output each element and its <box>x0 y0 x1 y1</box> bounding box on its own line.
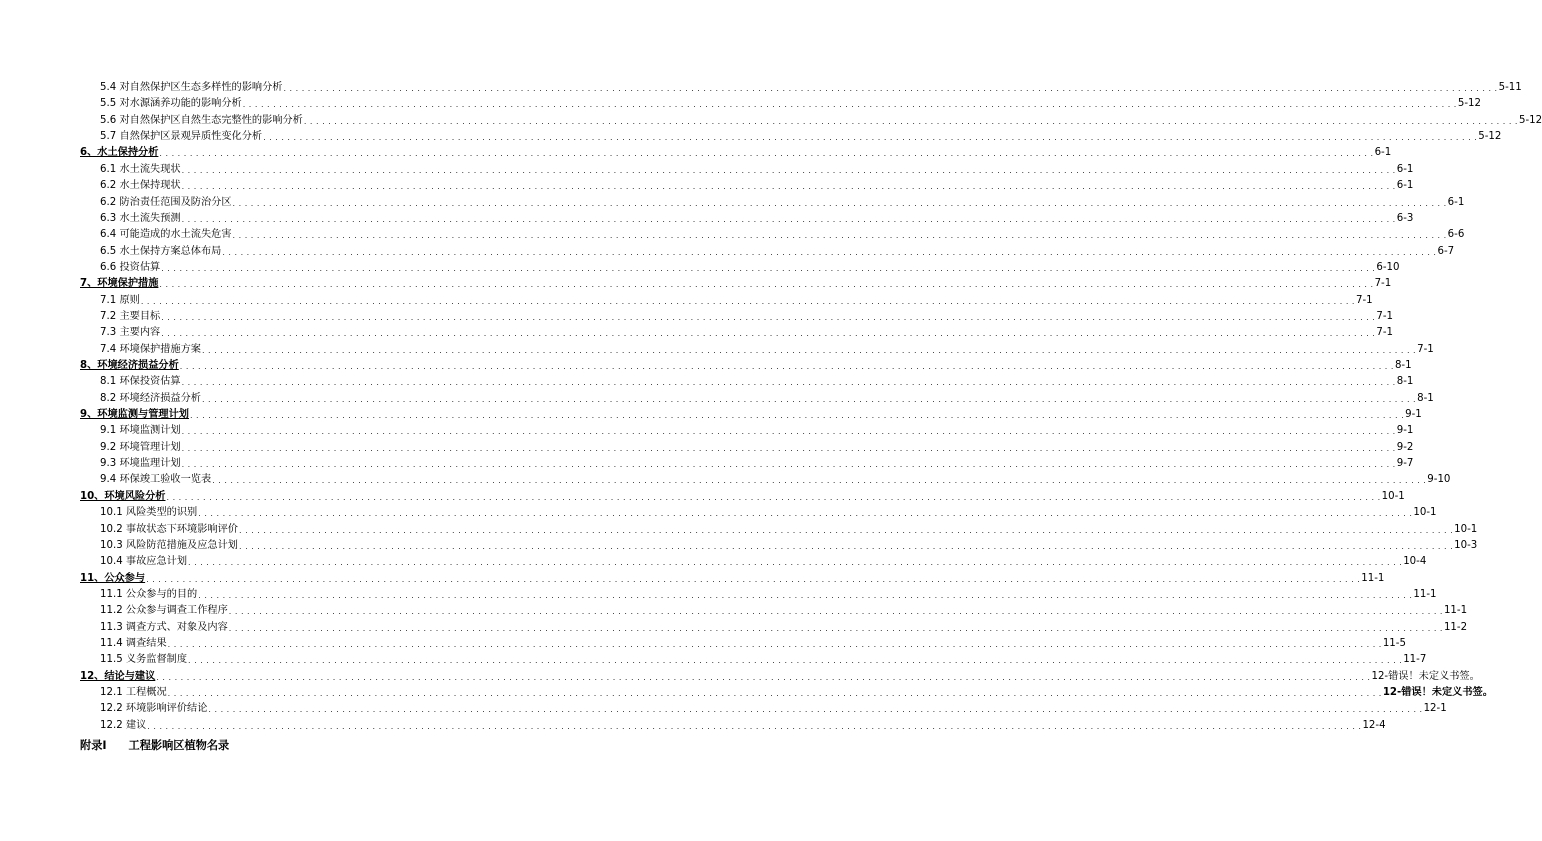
toc-page-number: 9-1 <box>1405 409 1422 420</box>
toc-entry-title: 7、环境保护措施 <box>80 278 159 290</box>
toc-entry-title: 11.2 公众参与调查工作程序 <box>100 605 228 617</box>
toc-dot-leader: . . . . . . . . . . . . . . . . . . . . . . . . . . . . . . . . . . . . . . . . . . . . . . . . . . . . . . . . . . . . . . . . . . . . . . . . . . . . . . . . . . . . . . . . . . . . . . . . . . . . . . . . . . . . . . . . . . . . . . . . . . . . . . . . . . . . . . . . . . . . . . . . . . . . . . . . . . . . . . . . . . . . . . . . . . . . . . . . . . . . . . . . . . . . . . . . . . . . . . . . <box>263 133 1478 143</box>
toc-page-number: 7-1 <box>1376 310 1393 322</box>
toc-dot-leader: . . . . . . . . . . . . . . . . . . . . . . . . . . . . . . . . . . . . . . . . . . . . . . . . . . . . . . . . . . . . . . . . . . . . . . . . . . . . . . . . . . . . . . . . . . . . . . . . . . . . . . . . . . . . . . . . . . . . . . . . . . . . . . . . . . . . . . . . . . . . . . . . . . . . . . . . . . . . . . . . . . . . . . . . . . . . . . . . . . . . . . . . . . . . . . . . . . . . . . . . <box>181 165 1396 175</box>
toc-entry-title: 11.3 调查方式、对象及内容 <box>100 621 228 633</box>
toc-section-entry[interactable] <box>100 80 1522 94</box>
toc-section-entry[interactable] <box>100 260 1400 274</box>
toc-dot-leader: . . . . . . . . . . . . . . . . . . . . . . . . . . . . . . . . . . . . . . . . . . . . . . . . . . . . . . . . . . . . . . . . . . . . . . . . . . . . . . . . . . . . . . . . . . . . . . . . . . . . . . . . . . . . . . . . . . . . . . . . . . . . . . . . . . . . . . . . . . . . . . . . . . . . . . . . . . . . . . . . . . . . . . . . . . . . . . . . . . . . . . . . . . . . . . . . . . . . . . . . <box>238 541 1454 551</box>
toc-entry-title: 7.2 主要目标 <box>100 310 161 322</box>
toc-page-number: 12-错误！未定义书签。 <box>1382 687 1493 698</box>
toc-page-number: 11-1 <box>1361 572 1385 584</box>
toc-entry-title: 9.2 环境管理计划 <box>100 441 181 453</box>
toc-section-entry[interactable] <box>100 129 1502 143</box>
toc-dot-leader: . . . . . . . . . . . . . . . . . . . . . . . . . . . . . . . . . . . . . . . . . . . . . . . . . . . . . . . . . . . . . . . . . . . . . . . . . . . . . . . . . . . . . . . . . . . . . . . . . . . . . . . . . . . . . . . . . . . . . . . . . . . . . . . . . . . . . . . . . . . . . . . . . . . . . . . . . . . . . . . . . . . . . . . . . . . . . . . . . . . . . . . . . . . . . . . . . . . . . . . . <box>188 558 1403 568</box>
appendix-label: 附录Ⅰ <box>80 739 107 752</box>
toc-entry-title: 11.1 公众参与的目的 <box>100 588 198 600</box>
toc-dot-leader: . . . . . . . . . . . . . . . . . . . . . . . . . . . . . . . . . . . . . . . . . . . . . . . . . . . . . . . . . . . . . . . . . . . . . . . . . . . . . . . . . . . . . . . . . . . . . . . . . . . . . . . . . . . . . . . . . . . . . . . . . . . . . . . . . . . . . . . . . . . . . . . . . . . . . . . . . . . . . . . . . . . . . . . . . . . . . . . . . . . . . . . . . . . . . . . . . . . . . . . . <box>161 263 1376 273</box>
toc-page-number: 9-2 <box>1396 441 1414 453</box>
toc-dot-leader: . . . . . . . . . . . . . . . . . . . . . . . . . . . . . . . . . . . . . . . . . . . . . . . . . . . . . . . . . . . . . . . . . . . . . . . . . . . . . . . . . . . . . . . . . . . . . . . . . . . . . . . . . . . . . . . . . . . . . . . . . . . . . . . . . . . . . . . . . . . . . . . . . . . . . . . . . . . . . . . . . . . . . . . . . . . . . . . . . . . . . . . . . . . . . . . . . . . . . . . . <box>147 721 1362 731</box>
toc-chapter-entry[interactable] <box>80 571 1385 585</box>
toc-chapter-entry[interactable] <box>80 407 1422 421</box>
toc-page-number: 7-1 <box>1355 294 1373 306</box>
toc-page-number: 8-1 <box>1394 360 1412 371</box>
toc-page-number: 5-12 <box>1457 98 1481 110</box>
toc-dot-leader: . . . . . . . . . . . . . . . . . . . . . . . . . . . . . . . . . . . . . . . . . . . . . . . . . . . . . . . . . . . . . . . . . . . . . . . . . . . . . . . . . . . . . . . . . . . . . . . . . . . . . . . . . . . . . . . . . . . . . . . . . . . . . . . . . . . . . . . . . . . . . . . . . . . . . . . . . . . . . . . . . . . . . . . . . . . . . . . . . . . . . . . . . . . . . . . . . . . . . . . . <box>232 198 1447 208</box>
toc-page-number: 5-12 <box>1518 114 1542 126</box>
toc-section-entry[interactable] <box>100 113 1542 127</box>
toc-page-number: 10-1 <box>1381 490 1405 502</box>
toc-page-number: 10-3 <box>1454 539 1478 551</box>
toc-section-entry[interactable] <box>100 603 1468 617</box>
toc-entry-title: 9.1 环境监测计划 <box>100 425 181 437</box>
toc-page-number: 11-5 <box>1382 637 1406 649</box>
toc-page-number: 10-1 <box>1454 523 1478 535</box>
toc-section-entry[interactable] <box>100 162 1414 176</box>
toc-section-entry[interactable] <box>100 423 1414 437</box>
toc-dot-leader: . . . . . . . . . . . . . . . . . . . . . . . . . . . . . . . . . . . . . . . . . . . . . . . . . . . . . . . . . . . . . . . . . . . . . . . . . . . . . . . . . . . . . . . . . . . . . . . . . . . . . . . . . . . . . . . . . . . . . . . . . . . . . . . . . . . . . . . . . . . . . . . . . . . . . . . . . . . . . . . . . . . . . . . . . . . . . . . . . . . . . . . . . . . . . . . . . . . . . . . . <box>140 296 1355 306</box>
appendix-heading <box>80 737 229 753</box>
toc-dot-leader: . . . . . . . . . . . . . . . . . . . . . . . . . . . . . . . . . . . . . . . . . . . . . . . . . . . . . . . . . . . . . . . . . . . . . . . . . . . . . . . . . . . . . . . . . . . . . . . . . . . . . . . . . . . . . . . . . . . . . . . . . . . . . . . . . . . . . . . . . . . . . . . . . . . . . . . . . . . . . . . . . . . . . . . . . . . . . . . . . . . . . . . . . . . . . . . . . . . . . . . . <box>283 84 1498 93</box>
toc-entry-title: 6.5 水土保持方案总体布局 <box>100 245 222 257</box>
toc-entry-title: 8.2 环境经济损益分析 <box>100 392 201 404</box>
toc-page-number: 11-1 <box>1443 605 1468 617</box>
toc-entry-title: 5.5 对水源涵养功能的影响分析 <box>100 98 242 110</box>
toc-page-number: 6-6 <box>1447 229 1465 241</box>
toc-dot-leader: . . . . . . . . . . . . . . . . . . . . . . . . . . . . . . . . . . . . . . . . . . . . . . . . . . . . . . . . . . . . . . . . . . . . . . . . . . . . . . . . . . . . . . . . . . . . . . . . . . . . . . . . . . . . . . . . . . . . . . . . . . . . . . . . . . . . . . . . . . . . . . . . . . . . . . . . . . . . . . . . . . . . . . . . . . . . . . . . . . . . . . . . . . . . . . . . . . . . . . . . <box>181 427 1396 437</box>
toc-entry-title: 11.5 义务监督制度 <box>100 654 188 666</box>
toc-entry-title: 12.2 建议 <box>100 719 147 731</box>
toc-entry-title: 12、结论与建议 <box>80 670 156 682</box>
toc-section-entry[interactable] <box>100 538 1478 552</box>
toc-dot-leader: . . . . . . . . . . . . . . . . . . . . . . . . . . . . . . . . . . . . . . . . . . . . . . . . . . . . . . . . . . . . . . . . . . . . . . . . . . . . . . . . . . . . . . . . . . . . . . . . . . . . . . . . . . . . . . . . . . . . . . . . . . . . . . . . . . . . . . . . . . . . . . . . . . . . . . . . . . . . . . . . . . . . . . . . . . . . . . . . . . . . . . . . . . . . . . . . . . . . . . . . <box>167 689 1382 698</box>
toc-entry-title: 6.2 水土保持现状 <box>100 180 181 192</box>
toc-section-entry[interactable] <box>100 293 1373 307</box>
appendix-title: 工程影响区植物名录 <box>128 739 230 752</box>
toc-entry-title: 6.3 水土流失预测 <box>100 212 181 224</box>
toc-page-number: 12-4 <box>1362 719 1386 731</box>
toc-page-number: 10-1 <box>1413 507 1437 519</box>
toc-dot-leader: . . . . . . . . . . . . . . . . . . . . . . . . . . . . . . . . . . . . . . . . . . . . . . . . . . . . . . . . . . . . . . . . . . . . . . . . . . . . . . . . . . . . . . . . . . . . . . . . . . . . . . . . . . . . . . . . . . . . . . . . . . . . . . . . . . . . . . . . . . . . . . . . . . . . . . . . . . . . . . . . . . . . . . . . . . . . . . . . . . . . . . . . . . . . . . . . . . . . . . . . <box>228 623 1443 633</box>
toc-section-entry[interactable] <box>100 195 1465 209</box>
toc-dot-leader: . . . . . . . . . . . . . . . . . . . . . . . . . . . . . . . . . . . . . . . . . . . . . . . . . . . . . . . . . . . . . . . . . . . . . . . . . . . . . . . . . . . . . . . . . . . . . . . . . . . . . . . . . . . . . . . . . . . . . . . . . . . . . . . . . . . . . . . . . . . . . . . . . . . . . . . . . . . . . . . . . . . . . . . . . . . . . . . . . . . . . . . . . . . . . . . . . . . . . . . . <box>161 312 1376 322</box>
toc-page-number: 6-3 <box>1396 212 1414 224</box>
toc-entry-title: 7.4 环境保护措施方案 <box>100 343 201 355</box>
toc-section-entry[interactable] <box>100 685 1493 699</box>
toc-page-number: 11-2 <box>1443 621 1468 633</box>
toc-entry-title: 5.4 对自然保护区生态多样性的影响分析 <box>100 82 283 93</box>
toc-page-number: 10-4 <box>1403 556 1427 568</box>
toc-dot-leader: . . . . . . . . . . . . . . . . . . . . . . . . . . . . . . . . . . . . . . . . . . . . . . . . . . . . . . . . . . . . . . . . . . . . . . . . . . . . . . . . . . . . . . . . . . . . . . . . . . . . . . . . . . . . . . . . . . . . . . . . . . . . . . . . . . . . . . . . . . . . . . . . . . . . . . . . . . . . . . . . . . . . . . . . . . . . . . . . . . . . . . . . . . . . . . . . . . . . . . . . <box>166 492 1381 502</box>
toc-page-number: 8-1 <box>1417 392 1434 404</box>
toc-section-entry[interactable] <box>100 178 1414 192</box>
toc-section-entry[interactable] <box>100 374 1414 388</box>
toc-dot-leader: . . . . . . . . . . . . . . . . . . . . . . . . . . . . . . . . . . . . . . . . . . . . . . . . . . . . . . . . . . . . . . . . . . . . . . . . . . . . . . . . . . . . . . . . . . . . . . . . . . . . . . . . . . . . . . . . . . . . . . . . . . . . . . . . . . . . . . . . . . . . . . . . . . . . . . . . . . . . . . . . . . . . . . . . . . . . . . . . . . . . . . . . . . . . . . . . . . . . . . . . <box>181 182 1396 192</box>
toc-dot-leader: . . . . . . . . . . . . . . . . . . . . . . . . . . . . . . . . . . . . . . . . . . . . . . . . . . . . . . . . . . . . . . . . . . . . . . . . . . . . . . . . . . . . . . . . . . . . . . . . . . . . . . . . . . . . . . . . . . . . . . . . . . . . . . . . . . . . . . . . . . . . . . . . . . . . . . . . . . . . . . . . . . . . . . . . . . . . . . . . . . . . . . . . . . . . . . . . . . . . . . . . <box>159 149 1374 159</box>
toc-entry-title: 8.1 环保投资估算 <box>100 376 181 388</box>
toc-dot-leader: . . . . . . . . . . . . . . . . . . . . . . . . . . . . . . . . . . . . . . . . . . . . . . . . . . . . . . . . . . . . . . . . . . . . . . . . . . . . . . . . . . . . . . . . . . . . . . . . . . . . . . . . . . . . . . . . . . . . . . . . . . . . . . . . . . . . . . . . . . . . . . . . . . . . . . . . . . . . . . . . . . . . . . . . . . . . . . . . . . . . . . . . . . . . . . . . . . . . . . . . <box>189 411 1405 420</box>
toc-entry-title: 10.4 事故应急计划 <box>100 556 188 568</box>
toc-entry-title: 9、环境监测与管理计划 <box>80 409 189 420</box>
toc-entry-title: 9.3 环境监理计划 <box>100 458 181 470</box>
toc-dot-leader: . . . . . . . . . . . . . . . . . . . . . . . . . . . . . . . . . . . . . . . . . . . . . . . . . . . . . . . . . . . . . . . . . . . . . . . . . . . . . . . . . . . . . . . . . . . . . . . . . . . . . . . . . . . . . . . . . . . . . . . . . . . . . . . . . . . . . . . . . . . . . . . . . . . . . . . . . . . . . . . . . . . . . . . . . . . . . . . . . . . . . . . . . . . . . . . . . . . . . . . . <box>303 116 1518 126</box>
toc-page-number: 9-10 <box>1427 474 1451 486</box>
toc-entry-title: 10.2 事故状态下环境影响评价 <box>100 523 238 535</box>
toc-section-entry[interactable] <box>100 472 1451 486</box>
toc-dot-leader: . . . . . . . . . . . . . . . . . . . . . . . . . . . . . . . . . . . . . . . . . . . . . . . . . . . . . . . . . . . . . . . . . . . . . . . . . . . . . . . . . . . . . . . . . . . . . . . . . . . . . . . . . . . . . . . . . . . . . . . . . . . . . . . . . . . . . . . . . . . . . . . . . . . . . . . . . . . . . . . . . . . . . . . . . . . . . . . . . . . . . . . . . . . . . . . . . . . . . . . . <box>198 509 1413 519</box>
toc-chapter-entry[interactable] <box>80 358 1412 372</box>
toc-entry-title: 5.6 对自然保护区自然生态完整性的影响分析 <box>100 114 303 126</box>
toc-dot-leader: . . . . . . . . . . . . . . . . . . . . . . . . . . . . . . . . . . . . . . . . . . . . . . . . . . . . . . . . . . . . . . . . . . . . . . . . . . . . . . . . . . . . . . . . . . . . . . . . . . . . . . . . . . . . . . . . . . . . . . . . . . . . . . . . . . . . . . . . . . . . . . . . . . . . . . . . . . . . . . . . . . . . . . . . . . . . . . . . . . . . . . . . . . . . . . . . . . . . . . . . <box>212 476 1427 486</box>
toc-page-number: 8-1 <box>1396 376 1414 388</box>
toc-section-entry[interactable] <box>100 456 1414 470</box>
toc-section-entry[interactable] <box>100 718 1386 732</box>
toc-section-entry[interactable] <box>100 587 1437 601</box>
toc-chapter-entry[interactable] <box>80 669 1480 683</box>
toc-page-number: 6-7 <box>1437 245 1455 257</box>
toc-section-entry[interactable] <box>100 244 1455 258</box>
toc-dot-leader: . . . . . . . . . . . . . . . . . . . . . . . . . . . . . . . . . . . . . . . . . . . . . . . . . . . . . . . . . . . . . . . . . . . . . . . . . . . . . . . . . . . . . . . . . . . . . . . . . . . . . . . . . . . . . . . . . . . . . . . . . . . . . . . . . . . . . . . . . . . . . . . . . . . . . . . . . . . . . . . . . . . . . . . . . . . . . . . . . . . . . . . . . . . . . . . . . . . . . . . . <box>201 394 1417 404</box>
toc-page-number: 11-1 <box>1413 588 1437 600</box>
toc-page-number: 11-7 <box>1403 654 1427 666</box>
toc-entry-title: 8、环境经济损益分析 <box>80 360 179 371</box>
toc-entry-title: 12.2 环境影响评价结论 <box>100 703 208 715</box>
toc-page-number: 5-12 <box>1478 131 1502 143</box>
toc-page-number: 7-1 <box>1417 343 1434 355</box>
toc-page-number: 6-1 <box>1396 163 1414 175</box>
toc-entry-title: 11、公众参与 <box>80 572 146 584</box>
toc-page-number: 6-10 <box>1376 261 1400 273</box>
toc-section-entry[interactable] <box>100 620 1468 634</box>
toc-section-entry[interactable] <box>100 227 1465 241</box>
toc-entry-title: 6.2 防治责任范围及防治分区 <box>100 196 232 208</box>
toc-dot-leader: . . . . . . . . . . . . . . . . . . . . . . . . . . . . . . . . . . . . . . . . . . . . . . . . . . . . . . . . . . . . . . . . . . . . . . . . . . . . . . . . . . . . . . . . . . . . . . . . . . . . . . . . . . . . . . . . . . . . . . . . . . . . . . . . . . . . . . . . . . . . . . . . . . . . . . . . . . . . . . . . . . . . . . . . . . . . . . . . . . . . . . . . . . . . . . . . . . . . . . . . <box>188 656 1403 666</box>
toc-entry-title: 7.3 主要内容 <box>100 327 161 339</box>
toc-dot-leader: . . . . . . . . . . . . . . . . . . . . . . . . . . . . . . . . . . . . . . . . . . . . . . . . . . . . . . . . . . . . . . . . . . . . . . . . . . . . . . . . . . . . . . . . . . . . . . . . . . . . . . . . . . . . . . . . . . . . . . . . . . . . . . . . . . . . . . . . . . . . . . . . . . . . . . . . . . . . . . . . . . . . . . . . . . . . . . . . . . . . . . . . . . . . . . . . . . . . . . . . <box>179 362 1394 371</box>
toc-chapter-entry[interactable] <box>80 489 1405 503</box>
toc-section-entry[interactable] <box>100 325 1393 339</box>
toc-section-entry[interactable] <box>100 440 1414 454</box>
toc-dot-leader: . . . . . . . . . . . . . . . . . . . . . . . . . . . . . . . . . . . . . . . . . . . . . . . . . . . . . . . . . . . . . . . . . . . . . . . . . . . . . . . . . . . . . . . . . . . . . . . . . . . . . . . . . . . . . . . . . . . . . . . . . . . . . . . . . . . . . . . . . . . . . . . . . . . . . . . . . . . . . . . . . . . . . . . . . . . . . . . . . . . . . . . . . . . . . . . . . . . . . . . . <box>242 100 1457 110</box>
toc-page-number: 6-1 <box>1374 147 1392 159</box>
toc-page-number: 6-1 <box>1447 196 1465 208</box>
toc-page-number: 7-1 <box>1376 327 1393 339</box>
toc-entry-title: 6.1 水土流失现状 <box>100 163 181 175</box>
toc-section-entry[interactable] <box>100 342 1434 356</box>
toc-section-entry[interactable] <box>100 391 1434 405</box>
toc-section-entry[interactable] <box>100 309 1393 323</box>
toc-entry-title: 12.1 工程概况 <box>100 687 167 698</box>
toc-section-entry[interactable] <box>100 211 1414 225</box>
toc-section-entry[interactable] <box>100 652 1427 666</box>
toc-page-number: 6-1 <box>1396 180 1414 192</box>
toc-section-entry[interactable] <box>100 554 1427 568</box>
toc-dot-leader: . . . . . . . . . . . . . . . . . . . . . . . . . . . . . . . . . . . . . . . . . . . . . . . . . . . . . . . . . . . . . . . . . . . . . . . . . . . . . . . . . . . . . . . . . . . . . . . . . . . . . . . . . . . . . . . . . . . . . . . . . . . . . . . . . . . . . . . . . . . . . . . . . . . . . . . . . . . . . . . . . . . . . . . . . . . . . . . . . . . . . . . . . . . . . . . . . . . . . . . . <box>238 525 1454 535</box>
toc-page-number: 12-1 <box>1423 703 1447 715</box>
toc-section-entry[interactable] <box>100 701 1447 715</box>
toc-dot-leader: . . . . . . . . . . . . . . . . . . . . . . . . . . . . . . . . . . . . . . . . . . . . . . . . . . . . . . . . . . . . . . . . . . . . . . . . . . . . . . . . . . . . . . . . . . . . . . . . . . . . . . . . . . . . . . . . . . . . . . . . . . . . . . . . . . . . . . . . . . . . . . . . . . . . . . . . . . . . . . . . . . . . . . . . . . . . . . . . . . . . . . . . . . . . . . . . . . . . . . . . <box>161 329 1376 339</box>
toc-entry-title: 6.6 投资估算 <box>100 261 161 273</box>
toc-dot-leader: . . . . . . . . . . . . . . . . . . . . . . . . . . . . . . . . . . . . . . . . . . . . . . . . . . . . . . . . . . . . . . . . . . . . . . . . . . . . . . . . . . . . . . . . . . . . . . . . . . . . . . . . . . . . . . . . . . . . . . . . . . . . . . . . . . . . . . . . . . . . . . . . . . . . . . . . . . . . . . . . . . . . . . . . . . . . . . . . . . . . . . . . . . . . . . . . . . . . . . . . <box>181 460 1396 470</box>
toc-entry-title: 10.3 风险防范措施及应急计划 <box>100 539 238 551</box>
toc-dot-leader: . . . . . . . . . . . . . . . . . . . . . . . . . . . . . . . . . . . . . . . . . . . . . . . . . . . . . . . . . . . . . . . . . . . . . . . . . . . . . . . . . . . . . . . . . . . . . . . . . . . . . . . . . . . . . . . . . . . . . . . . . . . . . . . . . . . . . . . . . . . . . . . . . . . . . . . . . . . . . . . . . . . . . . . . . . . . . . . . . . . . . . . . . . . . . . . . . . . . . . . . <box>181 214 1396 224</box>
toc-entry-title: 10.1 风险类型的识别 <box>100 507 198 519</box>
toc-entry-title: 7.1 原则 <box>100 294 140 306</box>
toc-dot-leader: . . . . . . . . . . . . . . . . . . . . . . . . . . . . . . . . . . . . . . . . . . . . . . . . . . . . . . . . . . . . . . . . . . . . . . . . . . . . . . . . . . . . . . . . . . . . . . . . . . . . . . . . . . . . . . . . . . . . . . . . . . . . . . . . . . . . . . . . . . . . . . . . . . . . . . . . . . . . . . . . . . . . . . . . . . . . . . . . . . . . . . . . . . . . . . . . . . . . . . . . <box>222 247 1437 257</box>
toc-section-entry[interactable] <box>100 505 1437 519</box>
toc-page-number: 7-1 <box>1374 278 1392 290</box>
toc-entry-title: 5.7 自然保护区景观异质性变化分析 <box>100 131 263 143</box>
toc-dot-leader: . . . . . . . . . . . . . . . . . . . . . . . . . . . . . . . . . . . . . . . . . . . . . . . . . . . . . . . . . . . . . . . . . . . . . . . . . . . . . . . . . . . . . . . . . . . . . . . . . . . . . . . . . . . . . . . . . . . . . . . . . . . . . . . . . . . . . . . . . . . . . . . . . . . . . . . . . . . . . . . . . . . . . . . . . . . . . . . . . . . . . . . . . . . . . . . . . . . . . . . . <box>232 231 1447 241</box>
toc-dot-leader: . . . . . . . . . . . . . . . . . . . . . . . . . . . . . . . . . . . . . . . . . . . . . . . . . . . . . . . . . . . . . . . . . . . . . . . . . . . . . . . . . . . . . . . . . . . . . . . . . . . . . . . . . . . . . . . . . . . . . . . . . . . . . . . . . . . . . . . . . . . . . . . . . . . . . . . . . . . . . . . . . . . . . . . . . . . . . . . . . . . . . . . . . . . . . . . . . . . . . . . . <box>167 639 1382 649</box>
toc-dot-leader: . . . . . . . . . . . . . . . . . . . . . . . . . . . . . . . . . . . . . . . . . . . . . . . . . . . . . . . . . . . . . . . . . . . . . . . . . . . . . . . . . . . . . . . . . . . . . . . . . . . . . . . . . . . . . . . . . . . . . . . . . . . . . . . . . . . . . . . . . . . . . . . . . . . . . . . . . . . . . . . . . . . . . . . . . . . . . . . . . . . . . . . . . . . . . . . . . . . . . . . . <box>159 280 1374 290</box>
toc-dot-leader: . . . . . . . . . . . . . . . . . . . . . . . . . . . . . . . . . . . . . . . . . . . . . . . . . . . . . . . . . . . . . . . . . . . . . . . . . . . . . . . . . . . . . . . . . . . . . . . . . . . . . . . . . . . . . . . . . . . . . . . . . . . . . . . . . . . . . . . . . . . . . . . . . . . . . . . . . . . . . . . . . . . . . . . . . . . . . . . . . . . . . . . . . . . . . . . . . . . . . . . . <box>181 378 1396 388</box>
toc-dot-leader: . . . . . . . . . . . . . . . . . . . . . . . . . . . . . . . . . . . . . . . . . . . . . . . . . . . . . . . . . . . . . . . . . . . . . . . . . . . . . . . . . . . . . . . . . . . . . . . . . . . . . . . . . . . . . . . . . . . . . . . . . . . . . . . . . . . . . . . . . . . . . . . . . . . . . . . . . . . . . . . . . . . . . . . . . . . . . . . . . . . . . . . . . . . . . . . . . . . . . . . . <box>198 590 1413 600</box>
toc-dot-leader: . . . . . . . . . . . . . . . . . . . . . . . . . . . . . . . . . . . . . . . . . . . . . . . . . . . . . . . . . . . . . . . . . . . . . . . . . . . . . . . . . . . . . . . . . . . . . . . . . . . . . . . . . . . . . . . . . . . . . . . . . . . . . . . . . . . . . . . . . . . . . . . . . . . . . . . . . . . . . . . . . . . . . . . . . . . . . . . . . . . . . . . . . . . . . . . . . . . . . . . . <box>228 607 1443 617</box>
toc-dot-leader: . . . . . . . . . . . . . . . . . . . . . . . . . . . . . . . . . . . . . . . . . . . . . . . . . . . . . . . . . . . . . . . . . . . . . . . . . . . . . . . . . . . . . . . . . . . . . . . . . . . . . . . . . . . . . . . . . . . . . . . . . . . . . . . . . . . . . . . . . . . . . . . . . . . . . . . . . . . . . . . . . . . . . . . . . . . . . . . . . . . . . . . . . . . . . . . . . . . . . . . . <box>146 574 1361 584</box>
toc-page-number: 12-错误！未定义书签。 <box>1371 670 1480 682</box>
toc-entry-title: 9.4 环保竣工验收一览表 <box>100 474 212 486</box>
toc-entry-title: 11.4 调查结果 <box>100 637 167 649</box>
toc-dot-leader: . . . . . . . . . . . . . . . . . . . . . . . . . . . . . . . . . . . . . . . . . . . . . . . . . . . . . . . . . . . . . . . . . . . . . . . . . . . . . . . . . . . . . . . . . . . . . . . . . . . . . . . . . . . . . . . . . . . . . . . . . . . . . . . . . . . . . . . . . . . . . . . . . . . . . . . . . . . . . . . . . . . . . . . . . . . . . . . . . . . . . . . . . . . . . . . . . . . . . . . . <box>208 705 1423 715</box>
toc-page-number: 9-1 <box>1396 425 1414 437</box>
toc-chapter-entry[interactable] <box>80 276 1392 290</box>
toc-section-entry[interactable] <box>100 522 1478 536</box>
toc-dot-leader: . . . . . . . . . . . . . . . . . . . . . . . . . . . . . . . . . . . . . . . . . . . . . . . . . . . . . . . . . . . . . . . . . . . . . . . . . . . . . . . . . . . . . . . . . . . . . . . . . . . . . . . . . . . . . . . . . . . . . . . . . . . . . . . . . . . . . . . . . . . . . . . . . . . . . . . . . . . . . . . . . . . . . . . . . . . . . . . . . . . . . . . . . . . . . . . . . . . . . . . . <box>201 345 1417 355</box>
toc-entry-title: 6、水土保持分析 <box>80 147 159 159</box>
toc-page-number: 5-11 <box>1498 82 1522 93</box>
toc-section-entry[interactable] <box>100 636 1406 650</box>
toc-entry-title: 10、环境风险分析 <box>80 490 166 502</box>
toc-dot-leader: . . . . . . . . . . . . . . . . . . . . . . . . . . . . . . . . . . . . . . . . . . . . . . . . . . . . . . . . . . . . . . . . . . . . . . . . . . . . . . . . . . . . . . . . . . . . . . . . . . . . . . . . . . . . . . . . . . . . . . . . . . . . . . . . . . . . . . . . . . . . . . . . . . . . . . . . . . . . . . . . . . . . . . . . . . . . . . . . . . . . . . . . . . . . . . . . . . . . . . . . <box>181 443 1396 453</box>
toc-entry-title: 6.4 可能造成的水土流失危害 <box>100 229 232 241</box>
toc-page-number: 9-7 <box>1396 458 1414 470</box>
toc-chapter-entry[interactable] <box>80 145 1392 159</box>
toc-section-entry[interactable] <box>100 96 1481 110</box>
toc-dot-leader: . . . . . . . . . . . . . . . . . . . . . . . . . . . . . . . . . . . . . . . . . . . . . . . . . . . . . . . . . . . . . . . . . . . . . . . . . . . . . . . . . . . . . . . . . . . . . . . . . . . . . . . . . . . . . . . . . . . . . . . . . . . . . . . . . . . . . . . . . . . . . . . . . . . . . . . . . . . . . . . . . . . . . . . . . . . . . . . . . . . . . . . . . . . . . . . . . . . . . . . . <box>156 672 1371 682</box>
